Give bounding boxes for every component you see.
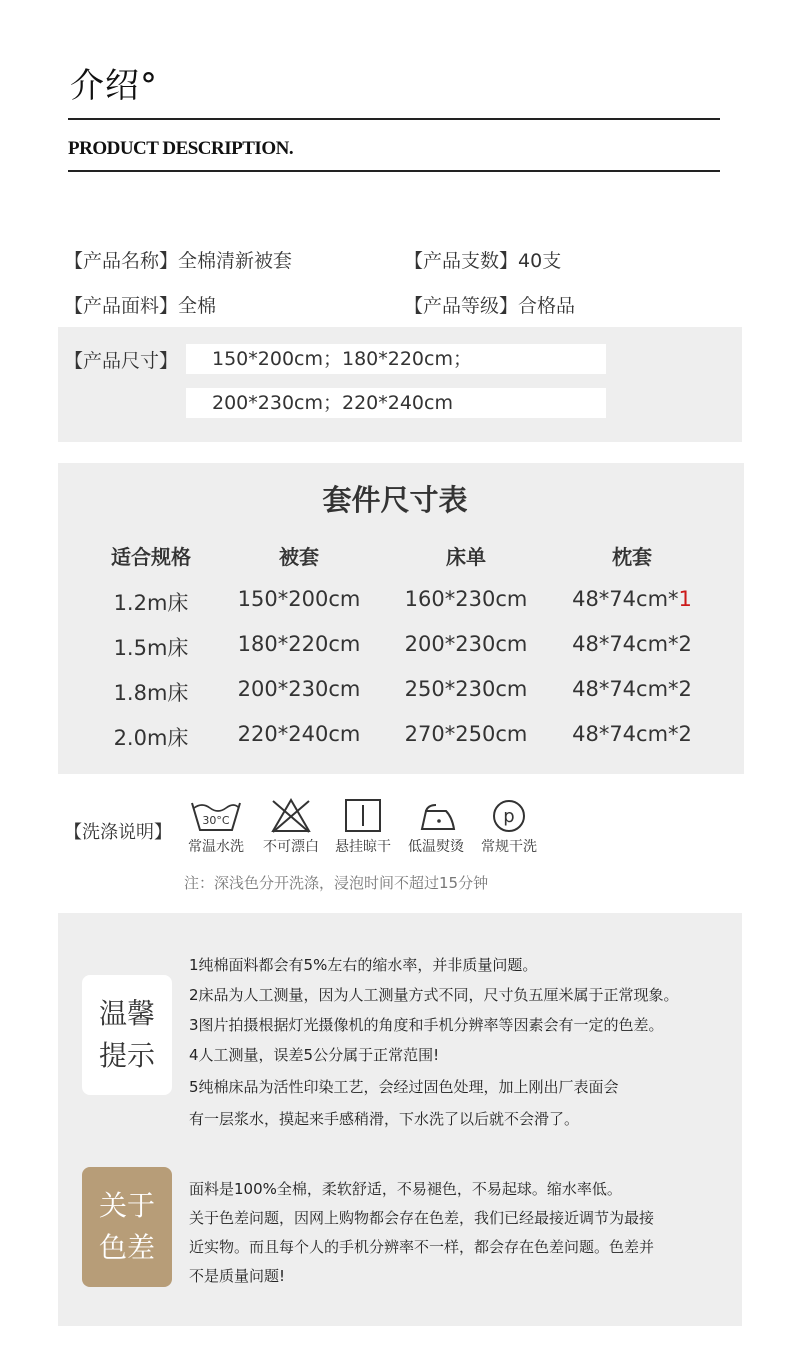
wash-temp: 30°C <box>202 814 230 827</box>
spec-grade-value: 合格品 <box>518 295 576 317</box>
table-cell <box>547 587 717 611</box>
hang-dry-icon <box>333 797 393 835</box>
table-cell: 1.2m床 <box>113 591 189 615</box>
size-table-title: 套件尺寸表 <box>322 483 468 517</box>
color-badge <box>82 1167 172 1287</box>
dry-clean-icon <box>479 797 539 835</box>
size-value-2-text: 200*230cm；220*240cm <box>212 392 453 414</box>
wash-text: 低温熨烫 <box>408 839 464 855</box>
spec-count-label: 【产品支数】 <box>404 250 519 272</box>
table-cell: 160*230cm <box>404 587 528 611</box>
page-title: 介绍° <box>70 66 158 106</box>
wash-text: 不可漂白 <box>263 839 319 855</box>
tips-badge <box>82 975 172 1095</box>
divider-bottom <box>68 170 720 172</box>
table-cell: 1.8m床 <box>113 681 189 705</box>
size-value-1-text: 150*200cm；180*220cm； <box>212 348 472 370</box>
table-cell: 220*240cm <box>237 722 361 746</box>
dry-clean-symbol: p <box>503 806 515 827</box>
wash-label: 【洗涤说明】 <box>64 822 172 843</box>
table-cell: 250*230cm <box>404 677 528 701</box>
table-cell: 200*230cm <box>404 632 528 656</box>
table-cell: 150*200cm <box>237 587 361 611</box>
wash-text: 常温水洗 <box>188 839 244 855</box>
table-header-duvet: 被套 <box>279 545 319 569</box>
tip-line: 3图片拍摄根据灯光摄像机的角度和手机分辨率等因素会有一定的色差。 <box>189 1016 664 1034</box>
table-header-spec: 适合规格 <box>111 545 191 569</box>
spec-name <box>64 246 292 273</box>
no-bleach-icon <box>261 797 321 835</box>
size-value-1 <box>186 344 606 374</box>
spec-name-value: 全棉清新被套 <box>178 250 293 272</box>
low-iron-icon <box>406 797 466 835</box>
table-cell: 2.0m床 <box>113 726 189 750</box>
tip-line: 有一层浆水，摸起来手感稍滑，下水洗了以后就不会滑了。 <box>189 1110 580 1128</box>
wash-30c-icon <box>186 797 246 835</box>
tip-line: 4人工测量，误差5公分属于正常范围! <box>189 1046 440 1064</box>
spec-name-label: 【产品名称】 <box>64 250 179 272</box>
spec-grade-label: 【产品等级】 <box>404 295 519 317</box>
page-subtitle: PRODUCT DESCRIPTION. <box>68 138 294 159</box>
color-badge-line2: 色差 <box>98 1231 155 1264</box>
spec-count-value: 40支 <box>518 250 562 272</box>
size-label: 【产品尺寸】 <box>64 350 179 372</box>
table-cell: 200*230cm <box>237 677 361 701</box>
spec-fabric <box>64 291 216 318</box>
tip-line: 2床品为人工测量，因为人工测量方式不同，尺寸负五厘米属于正常现象。 <box>189 986 679 1004</box>
color-line: 不是质量问题! <box>189 1267 286 1285</box>
wash-note: 注：深浅色分开洗涤，浸泡时间不超过15分钟 <box>184 874 489 892</box>
tip-line: 5纯棉床品为活性印染工艺，会经过固色处理，加上刚出厂表面会 <box>189 1078 619 1096</box>
table-cell-text: 48*74cm* <box>572 587 679 611</box>
wash-text: 悬挂晾干 <box>335 839 391 855</box>
spec-grade <box>404 291 575 318</box>
color-badge-line1: 关于 <box>98 1189 155 1222</box>
divider-top <box>68 118 720 120</box>
tip-line: 1纯棉面料都会有5%左右的缩水率，并非质量问题。 <box>189 956 538 974</box>
color-line: 关于色差问题，因网上购物都会存在色差，我们已经最接近调节为最接 <box>189 1209 655 1227</box>
color-line: 近实物。而且每个人的手机分辨率不一样，都会存在色差问题。色差并 <box>189 1238 655 1256</box>
spec-fabric-label: 【产品面料】 <box>64 295 179 317</box>
spec-count <box>404 246 561 273</box>
spec-fabric-value: 全棉 <box>178 295 217 317</box>
table-cell-highlight: 1 <box>678 587 692 611</box>
tips-badge-line2: 提示 <box>98 1039 155 1072</box>
tips-badge-line1: 温馨 <box>98 997 155 1030</box>
table-header-pillow: 枕套 <box>612 545 652 569</box>
table-cell: 1.5m床 <box>113 636 189 660</box>
table-cell: 48*74cm*2 <box>572 632 692 656</box>
table-cell: 180*220cm <box>237 632 361 656</box>
table-header-sheet: 床单 <box>446 545 486 569</box>
wash-text: 常规干洗 <box>481 839 537 855</box>
table-cell: 48*74cm*2 <box>572 722 692 746</box>
table-cell: 48*74cm*2 <box>572 677 692 701</box>
table-cell: 270*250cm <box>404 722 528 746</box>
color-line: 面料是100%全棉，柔软舒适，不易褪色，不易起球。缩水率低。 <box>189 1180 622 1198</box>
size-value-2 <box>186 388 606 418</box>
